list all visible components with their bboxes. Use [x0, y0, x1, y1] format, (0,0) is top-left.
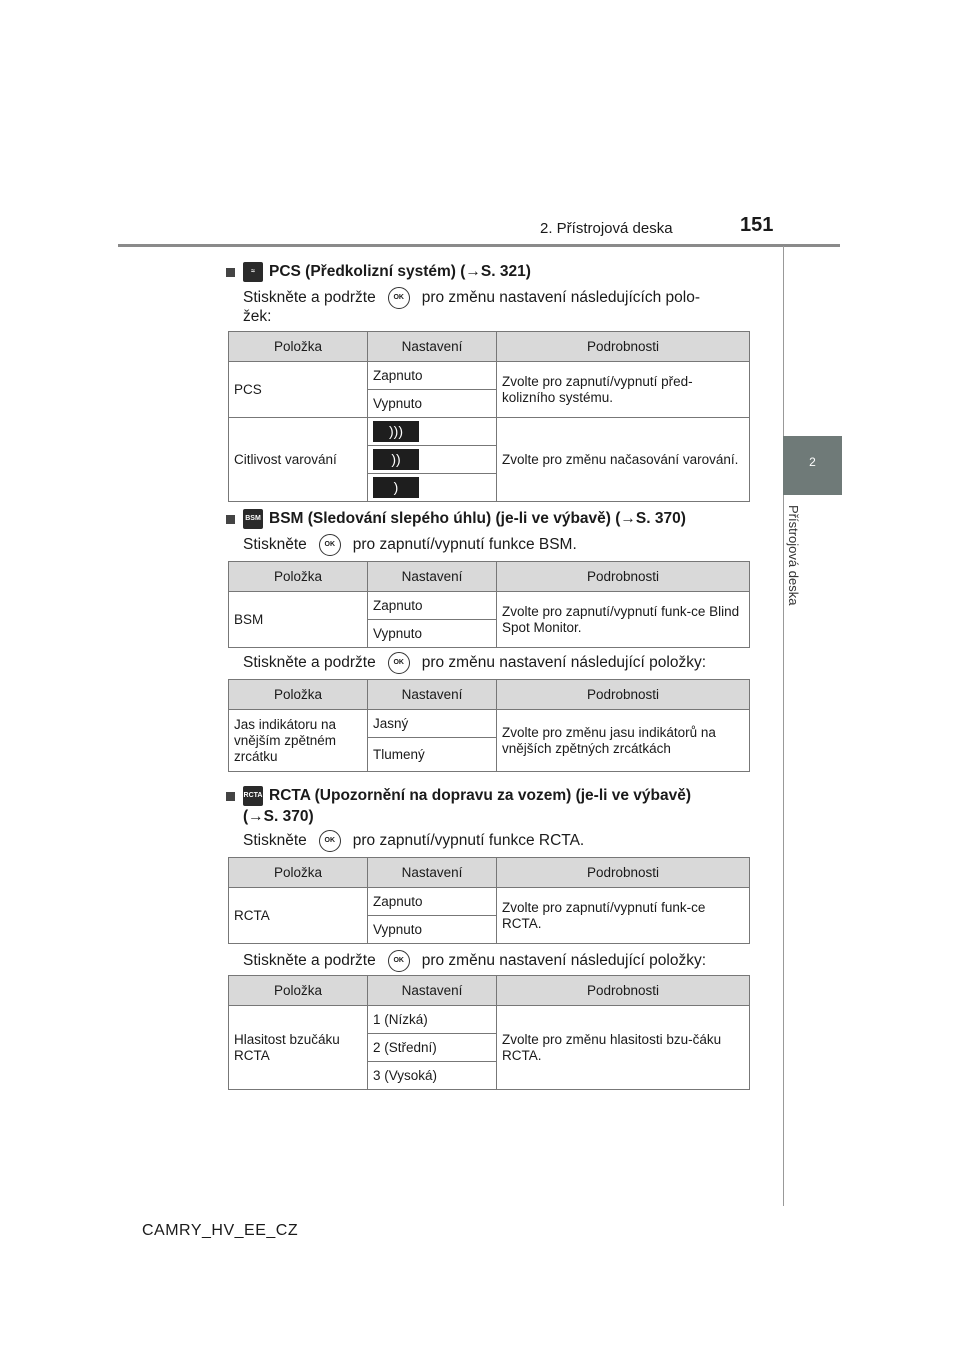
table-cell: Jasný	[368, 710, 497, 738]
table-cell	[368, 418, 497, 446]
ok-button-icon: OK	[388, 652, 410, 674]
ok-button-icon: OK	[388, 950, 410, 972]
bsm-instruction: Stiskněte OK pro zapnutí/vypnutí funkce BSM.	[243, 534, 577, 556]
sensitivity-low-icon: )	[373, 477, 419, 498]
table-cell: Jas indikátoru na vnějším zpětném zrcátku	[229, 710, 368, 772]
table-cell	[368, 474, 497, 502]
col-header: Položka	[229, 976, 368, 1006]
col-header: Podrobnosti	[497, 858, 750, 888]
table-cell: 2 (Střední)	[368, 1034, 497, 1062]
pcs-instruction: Stiskněte a podržte OK pro změnu nastavení následujících polo-	[243, 287, 700, 309]
pcs-heading: ≈ PCS (Předkolizní systém) (→S. 321)	[226, 262, 531, 282]
col-header: Podrobnosti	[497, 332, 750, 362]
table-cell: RCTA	[229, 888, 368, 944]
col-header: Podrobnosti	[497, 680, 750, 710]
table-cell: Zapnuto	[368, 362, 497, 390]
table-cell: Zvolte pro změnu jasu indikátorů na vnějších zpětných zrcátkách	[497, 710, 750, 772]
table-cell: 1 (Nízká)	[368, 1006, 497, 1034]
col-header: Položka	[229, 562, 368, 592]
ok-button-icon: OK	[319, 830, 341, 852]
col-header: Položka	[229, 858, 368, 888]
table-cell: Zapnuto	[368, 888, 497, 916]
table-cell: 3 (Vysoká)	[368, 1062, 497, 1090]
footer-code: CAMRY_HV_EE_CZ	[142, 1222, 299, 1239]
table-cell: Zvolte pro zapnutí/vypnutí funk-ce RCTA.	[497, 888, 750, 944]
table-cell: Zvolte pro změnu načasování varování.	[497, 418, 750, 502]
bullet-icon	[226, 515, 235, 524]
page-number: 151	[740, 214, 774, 236]
rcta-instruction-2: Stiskněte a podržte OK pro změnu nastavení následující položky:	[243, 950, 706, 972]
sidebar-rule	[783, 246, 784, 1206]
col-header: Nastavení	[368, 680, 497, 710]
table-cell: Vypnuto	[368, 916, 497, 944]
header-section: 2. Přístrojová deska	[540, 220, 673, 237]
table-cell: Citlivost varování	[229, 418, 368, 502]
table-cell: Zvolte pro změnu hlasitosti bzu-čáku RCTA.	[497, 1006, 750, 1090]
sensitivity-mid-icon: ))	[373, 449, 419, 470]
table-cell: Zvolte pro zapnutí/vypnutí funk-ce Blind Spot Monitor.	[497, 592, 750, 648]
pcs-icon: ≈	[243, 262, 263, 282]
table-cell	[368, 446, 497, 474]
table-cell: PCS	[229, 362, 368, 418]
table-cell: Tlumený	[368, 738, 497, 772]
col-header: Nastavení	[368, 976, 497, 1006]
rcta-buzzer-table	[228, 975, 750, 1090]
col-header: Položka	[229, 332, 368, 362]
col-header: Položka	[229, 680, 368, 710]
bsm-heading: BSM BSM (Sledování slepého úhlu) (je-li ve výbavě) (→S. 370)	[226, 509, 686, 529]
col-header: Podrobnosti	[497, 562, 750, 592]
pcs-table	[228, 331, 750, 502]
ok-button-icon: OK	[319, 534, 341, 556]
table-cell: Zapnuto	[368, 592, 497, 620]
table-cell: Vypnuto	[368, 390, 497, 418]
bsm-icon: BSM	[243, 509, 263, 529]
table-cell: Zvolte pro zapnutí/vypnutí před-kolizního systému.	[497, 362, 750, 418]
bullet-icon	[226, 792, 235, 801]
bullet-icon	[226, 268, 235, 277]
bsm-mirror-table	[228, 679, 750, 772]
table-cell: BSM	[229, 592, 368, 648]
rcta-table	[228, 857, 750, 944]
sidebar-label: Přístrojová deska	[786, 505, 801, 606]
ok-button-icon: OK	[388, 287, 410, 309]
bsm-instruction-2: Stiskněte a podržte OK pro změnu nastavení následující položky:	[243, 652, 706, 674]
rcta-icon: RCTA	[243, 786, 263, 806]
rcta-heading: RCTA RCTA (Upozornění na dopravu za vozem) (je-li ve výbavě)	[226, 786, 691, 806]
rcta-heading-ref: (→S. 370)	[243, 808, 314, 825]
col-header: Nastavení	[368, 562, 497, 592]
pcs-instruction-cont: žek:	[243, 308, 272, 325]
chapter-tab: 2	[783, 436, 842, 495]
table-cell: Vypnuto	[368, 620, 497, 648]
bsm-table	[228, 561, 750, 648]
header-rule	[118, 244, 840, 247]
col-header: Nastavení	[368, 332, 497, 362]
col-header: Podrobnosti	[497, 976, 750, 1006]
sensitivity-high-icon: )))	[373, 421, 419, 442]
table-cell: Hlasitost bzučáku RCTA	[229, 1006, 368, 1090]
rcta-instruction: Stiskněte OK pro zapnutí/vypnutí funkce RCTA.	[243, 830, 584, 852]
col-header: Nastavení	[368, 858, 497, 888]
